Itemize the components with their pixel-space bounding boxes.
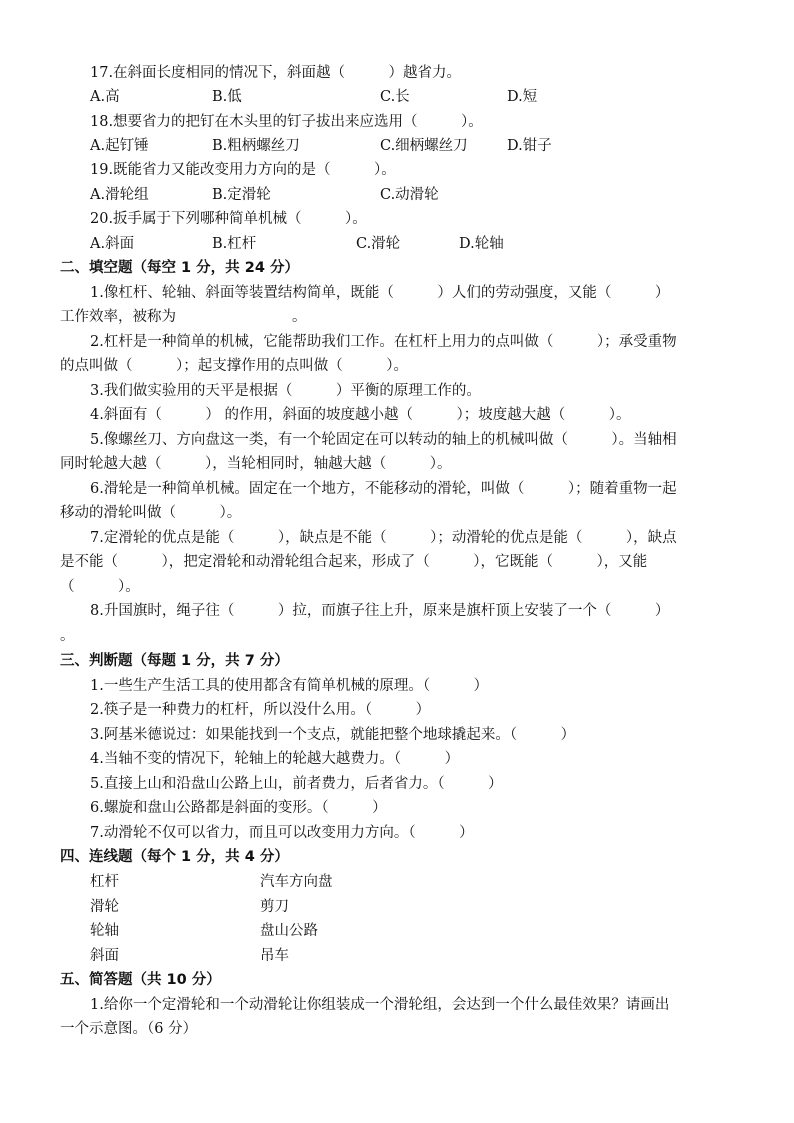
- option-17-b: B.低: [212, 89, 242, 105]
- match-left-item: 滑轮: [90, 899, 119, 915]
- option-17-d: D.短: [507, 89, 538, 105]
- match-left-item: 轮轴: [90, 923, 119, 939]
- option-19-b: B.定滑轮: [212, 187, 271, 203]
- fill-line: 同时轮越大越（ ），当轮相同时，轴越大越（ ）。: [60, 456, 452, 472]
- short-answer-question: 1.给你一个定滑轮和一个动滑轮让你组装成一个滑轮组，会达到一个什么最佳效果？请画出: [90, 997, 670, 1013]
- judge-item: 5.直接上山和沿盘山公路上山，前者费力，后者省力。（ ）: [90, 776, 503, 792]
- match-right-item: 盘山公路: [260, 923, 318, 939]
- question-17: 17.在斜面长度相同的情况下，斜面越（ ）越省力。: [90, 65, 462, 81]
- question-20: 20.扳手属于下列哪种简单机械（ ）。: [90, 211, 367, 227]
- section-heading-match: 四、连线题（每个 1 分，共 4 分）: [60, 849, 289, 865]
- match-right-item: 汽车方向盘: [260, 874, 333, 890]
- match-left-item: 杠杆: [90, 874, 119, 890]
- judge-item: 1.一些生产生活工具的使用都含有简单机械的原理。（ ）: [90, 678, 489, 694]
- fill-line: 的点叫做（ ）；起支撑作用的点叫做（ ）。: [60, 358, 408, 374]
- fill-line: 。: [60, 628, 75, 644]
- fill-line: 8.升国旗时，绳子往（ ）拉，而旗子往上升，原来是旗杆顶上安装了一个（ ）: [90, 603, 670, 619]
- question-19: 19.既能省力又能改变用力方向的是（ ）。: [90, 162, 396, 178]
- fill-line: 2.杠杆是一种简单的机械，它能帮助我们工作。在杠杆上用力的点叫做（ ）；承受重物: [90, 334, 677, 350]
- judge-item: 3.阿基米德说过：如果能找到一个支点，就能把整个地球撬起来。（ ）: [90, 727, 576, 743]
- match-left-item: 斜面: [90, 948, 119, 964]
- question-18: 18.想要省力的把钉在木头里的钉子拔出来应选用（ ）。: [90, 114, 483, 130]
- option-17-c: C.长: [380, 89, 410, 105]
- option-19-a: A.滑轮组: [90, 187, 149, 203]
- judge-item: 4.当轴不变的情况下，轮轴上的轮越大越费力。（ ）: [90, 751, 460, 767]
- fill-line: 工作效率，被称为 。: [60, 309, 307, 325]
- judge-item: 6.螺旋和盘山公路都是斜面的变形。（ ）: [90, 800, 387, 816]
- match-right-item: 剪刀: [260, 899, 289, 915]
- fill-line: 移动的滑轮叫做（ ）。: [60, 505, 242, 521]
- section-heading-short: 五、简答题（共 10 分）: [60, 972, 221, 988]
- short-answer-question: 一个示意图。（6 分）: [60, 1021, 198, 1037]
- fill-line: （ ）。: [60, 579, 140, 595]
- fill-line: 7.定滑轮的优点是能（ ），缺点是不能（ ）；动滑轮的优点是能（ ），缺点: [90, 530, 677, 546]
- option-20-c: C.滑轮: [356, 236, 401, 252]
- option-18-d: D.钳子: [507, 138, 552, 154]
- fill-line: 5.像螺丝刀、方向盘这一类，有一个轮固定在可以转动的轴上的机械叫做（ ）。当轴相: [90, 432, 677, 448]
- judge-item: 2.筷子是一种费力的杠杆，所以没什么用。（ ）: [90, 702, 431, 718]
- option-18-c: C.细柄螺丝刀: [380, 138, 468, 154]
- option-20-b: B.杠杆: [212, 236, 257, 252]
- option-19-c: C.动滑轮: [380, 187, 439, 203]
- fill-line: 6.滑轮是一种简单机械。固定在一个地方，不能移动的滑轮，叫做（ ）；随着重物一起: [90, 481, 677, 497]
- judge-item: 7.动滑轮不仅可以省力，而且可以改变用力方向。（ ）: [90, 825, 474, 841]
- match-right-item: 吊车: [260, 948, 289, 964]
- option-18-b: B.粗柄螺丝刀: [212, 138, 300, 154]
- option-17-a: A.高: [90, 89, 120, 105]
- fill-line: 4.斜面有（ ） 的作用，斜面的坡度越小越（ ）；坡度越大越（ ）。: [90, 407, 631, 423]
- fill-line: 是不能（ ），把定滑轮和动滑轮组合起来，形成了（ ），它既能（ ），又能: [60, 554, 648, 570]
- section-heading-judge: 三、判断题（每题 1 分，共 7 分）: [60, 653, 289, 669]
- section-heading-fill: 二、填空题（每空 1 分，共 24 分）: [60, 260, 299, 276]
- fill-line: 3.我们做实验用的天平是根据（ ）平衡的原理工作的。: [90, 383, 481, 399]
- option-18-a: A.起钉锤: [90, 138, 149, 154]
- fill-line: 1.像杠杆、轮轴、斜面等装置结构简单，既能（ ）人们的劳动强度，又能（ ）: [90, 285, 670, 301]
- option-20-a: A.斜面: [90, 236, 135, 252]
- option-20-d: D.轮轴: [459, 236, 504, 252]
